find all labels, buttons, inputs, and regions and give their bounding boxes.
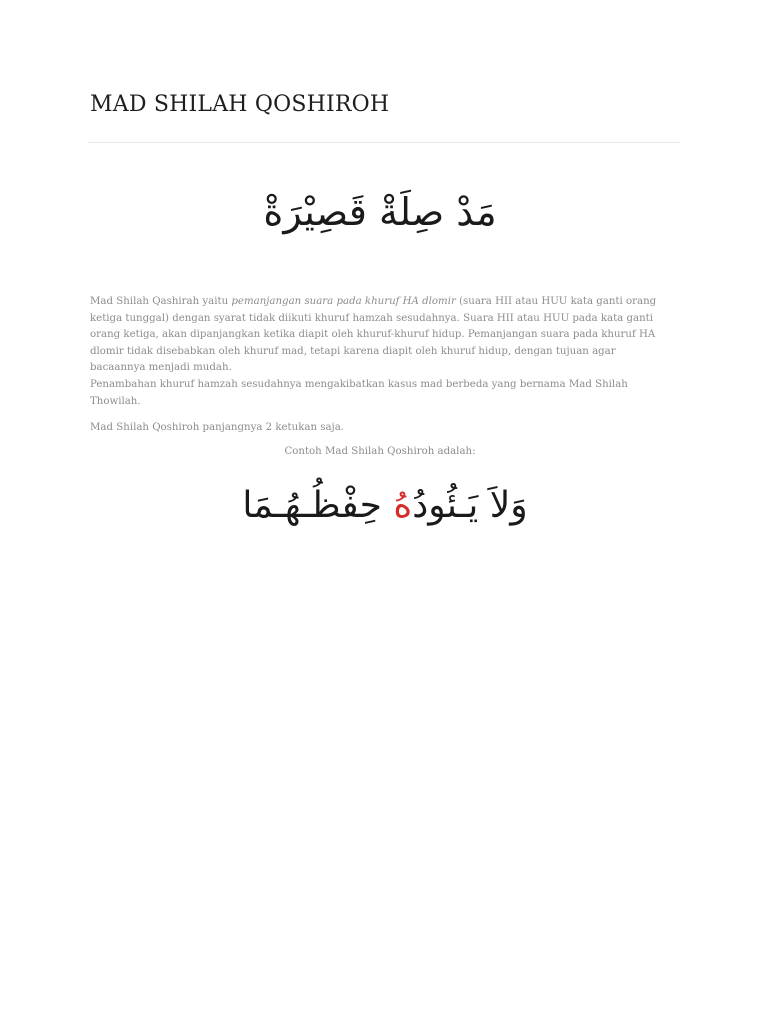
arabic-example bbox=[180, 478, 590, 534]
example-label: Contoh Mad Shilah Qoshiroh adalah: bbox=[284, 446, 476, 457]
paragraph-rest: (suara HII atau HUU kata ganti orang ketiga tunggal) dengan syarat tidak diikuti khuruf hamzah sesudahnya. Suara HII atau HUU pada kata ganti orang ketiga, akan dipanjangkan ketika diapit oleh khuruf-khuruf hidup. Pemanjangan suara pada khuruf HA dlomir tidak disebabkan oleh khuruf mad, tetapi karena diapit oleh khuruf hidup, dengan tujuan agar bacaannya menjadi mudah. bbox=[90, 296, 657, 374]
arabic-heading: مَدْ صِلَةْ قَصِيْرَةْ bbox=[263, 190, 497, 234]
paragraph-emphasis: pemanjangan suara pada khuruf HA dlomir bbox=[231, 296, 456, 307]
paragraph-line2: Penambahan khuruf hamzah sesudahnya mengakibatkan kasus mad berbeda yang bernama Mad Shilah Thowilah. bbox=[90, 378, 628, 407]
title-divider bbox=[88, 142, 680, 143]
arabic-example-part1: وَلاَ يَـئُودُ bbox=[412, 485, 528, 526]
paragraph-definition bbox=[90, 294, 670, 410]
arabic-example-highlight: هُ bbox=[393, 485, 413, 526]
arabic-example-part2: حِفْظُـهُـمَا bbox=[242, 485, 394, 526]
page-title: MAD SHILAH QOSHIROH bbox=[90, 92, 390, 117]
paragraph-length: Mad Shilah Qoshiroh panjangnya 2 ketukan saja. bbox=[90, 422, 345, 434]
paragraph-intro: Mad Shilah Qashirah yaitu bbox=[90, 296, 232, 307]
body-text bbox=[90, 294, 670, 447]
